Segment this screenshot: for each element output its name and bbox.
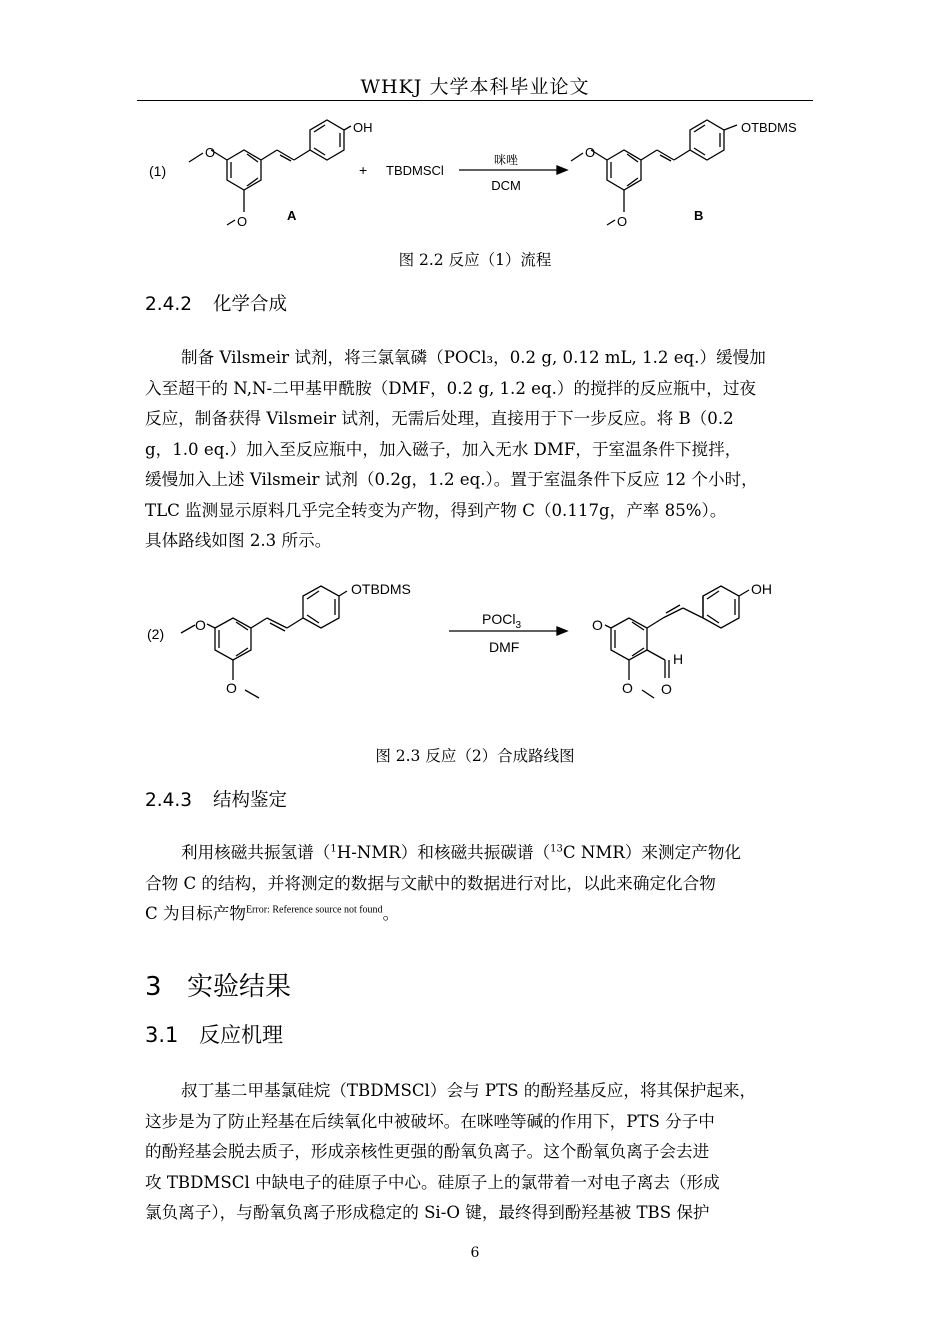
paragraph-line: 具体路线如图 2.3 所示。 (145, 531, 332, 550)
arrow-1-bottom-label: DCM (491, 178, 521, 193)
section-heading-2-4-3 (145, 786, 287, 812)
methoxy-o: O (226, 680, 237, 696)
paragraph-line: 氯负离子），与酚氧负离子形成稳定的 Si-O 键，最终得到酚羟基被 TBS 保护 (145, 1203, 710, 1222)
compound-a-label: A (287, 208, 297, 223)
section-title: 结构鉴定 (213, 790, 288, 811)
figure-2-3-caption: 图 2.3 反应（2）合成路线图 (375, 747, 575, 765)
running-header: WHKJ 大学本科毕业论文 (360, 76, 590, 98)
methoxy-o: O (205, 145, 216, 160)
section-number: 2.4.3 (145, 790, 193, 811)
section-heading-2-4-2 (145, 290, 287, 316)
figure-2-2-caption: 图 2.2 反应（1）流程 (398, 251, 552, 269)
reference-error: Error: Reference source not found (245, 904, 383, 916)
section-title: 化学合成 (213, 294, 288, 315)
page-number: 6 (470, 1245, 480, 1261)
aldehyde-o-label: O (661, 681, 672, 697)
hydroxyl-label: OH (353, 120, 373, 135)
paragraph-line: 缓慢加入上述 Vilsmeir 试剂（0.2g，1.2 eq.）。置于室温条件下反应 12 个小时， (145, 470, 758, 489)
paragraph-line: TLC 监测显示原料几乎完全转变为产物，得到产物 C（0.117g，产率 85%）。 (145, 500, 727, 520)
paragraph-structure (145, 838, 813, 930)
paragraph-mechanism (145, 1076, 813, 1229)
paragraph-line: 合物 C 的结构，并将测定的数据与文献中的数据进行对比，以此来确定化合物 (145, 873, 716, 893)
chapter-title: 实验结果 (187, 972, 292, 1002)
arrow-1-top-label: 咪唑 (493, 153, 519, 167)
section-heading-3-1 (145, 1019, 283, 1049)
hydroxyl-label: OH (751, 581, 772, 597)
chapter-heading-3 (145, 966, 291, 1003)
methoxy-o: O (592, 617, 603, 633)
reagent-label: TBDMSCl (386, 163, 444, 178)
paragraph-line: 的酚羟基会脱去质子，形成亲核性更强的酚氧负离子。这个酚氧负离子会去进 (145, 1142, 710, 1161)
methoxy-o: O (622, 680, 633, 696)
aldehyde-h-label: H (673, 651, 684, 667)
reaction-scheme-2 (137, 572, 817, 717)
section-title: 反应机理 (199, 1023, 283, 1047)
plus-sign: + (359, 162, 368, 178)
header-rule (137, 100, 813, 101)
methoxy-o: O (195, 617, 206, 633)
scheme-2-label: (2) (147, 626, 165, 642)
otbdms-label: OTBDMS (351, 581, 411, 597)
paragraph-line: 制备 Vilsmeir 试剂，将三氯氧磷（POCl₃，0.2 g, 0.12 mL, 1.2 eq.）缓慢加 (181, 348, 766, 367)
scheme-1-label: (1) (149, 163, 167, 179)
compound-b-label: B (694, 208, 704, 223)
methoxy-o: O (617, 214, 628, 228)
arrow-2-bottom-label: DMF (489, 639, 520, 655)
paragraph-line: 利用核磁共振氢谱（$^1$H-NMR）和核磁共振碳谱（$^{13}$C NMR）来测定产物化 (181, 843, 742, 862)
paragraph-line: 攻 TBDMSCl 中缺电子的硅原子中心。硅原子上的氯带着一对电子离去（形成 (145, 1172, 720, 1192)
paragraph-synthesis (145, 343, 813, 557)
paragraph-line: g，1.0 eq.）加入至反应瓶中，加入磁子，加入无水 DMF，于室温条件下搅拌， (145, 439, 742, 459)
methoxy-o: O (585, 145, 596, 160)
section-number: 3.1 (145, 1023, 179, 1047)
methoxy-o: O (237, 214, 248, 228)
reaction-scheme-1 (137, 108, 817, 228)
otbdms-label: OTBDMS (741, 120, 797, 135)
paragraph-line: C 为目标产物$^{Error: Reference source not found}$。 (145, 904, 400, 923)
chapter-number: 3 (145, 972, 162, 1002)
arrow-2-top-label: POCl$_3$ (482, 611, 522, 631)
paragraph-line: 叔丁基二甲基氯硅烷（TBDMSCl）会与 PTS 的酚羟基反应，将其保护起来， (181, 1081, 757, 1100)
paragraph-line: 入至超干的 N,N-二甲基甲酰胺（DMF，0.2 g, 1.2 eq.）的搅拌的反应瓶中，过夜 (145, 378, 757, 398)
paragraph-line: 反应，制备获得 Vilsmeir 试剂，无需后处理，直接用于下一步反应。将 B（0.2 (145, 409, 734, 428)
section-number: 2.4.2 (145, 294, 193, 315)
paragraph-line: 这步是为了防止羟基在后续氧化中被破坏。在咪唑等碱的作用下，PTS 分子中 (145, 1111, 715, 1131)
